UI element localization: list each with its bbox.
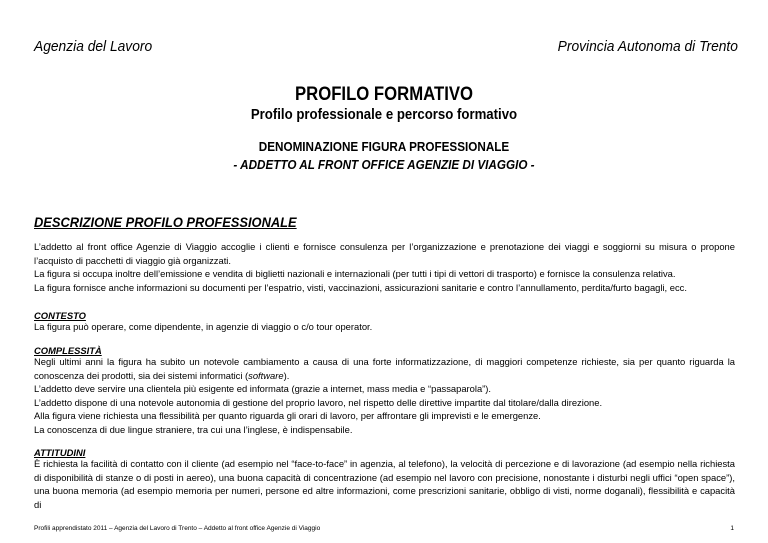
complessita-line-1b: ).	[283, 369, 290, 381]
description-line-1: L’addetto al front office Agenzie di Viaggio accoglie i clienti e fornisce consulenza per l’organizzazione e prenotazione dei viaggi e soggiorni su misura o propone l’acquisto di pacchetti di viaggio già organizzati.	[34, 241, 735, 266]
description-line-3: La figura fornisce anche informazioni su documenti per l’espatrio, visti, vaccinazioni, assicurazioni sanitarie e contro l’annullamento, perdita/furto bagagli, ecc.	[34, 281, 687, 293]
complessita-line-3: L’addetto dispone di una notevole autonomia di gestione del proprio lavoro, nel rispetto delle direttive impartite dal titolare/dalla direzione.	[34, 396, 603, 408]
denominazione-value: - ADDETTO AL FRONT OFFICE AGENZIE DI VIAGGIO -	[233, 157, 535, 172]
page-subtitle: Profilo professionale e percorso formativo	[250, 106, 518, 123]
page-number: 1	[730, 525, 734, 532]
header-province: Provincia Autonoma di Trento	[557, 38, 738, 55]
complessita-line-1	[34, 355, 735, 382]
footer-text: Profili apprendistato 2011 – Agenzia del Lavoro di Trento – Addetto al front office Agenzie di Viaggio	[34, 525, 321, 532]
software-term: software	[248, 369, 284, 381]
complessita-line-2: L’addetto deve servire una clientela più esigente ed informata (grazie a internet, mass media e “passaparola”).	[34, 383, 492, 394]
attitudini-text: È richiesta la facilità di contatto con il cliente (ad esempio nel “face-to-face” in agenzia, al telefono), la velocità di percezione e di lavorazione (ad esempio nella richiesta di disponibilità di stanze o di posti in aereo), una buona capacità di concentrazione (ad esempio nel lavoro con precisione, nonostante i disturbi negli uffici “open space”), una buona memoria (ad esempio memoria per numeri, persone ed altre informazioni, come prescrizioni sanitarie, obbligo di visti, norme doganali), flessibilità e capacità di	[34, 458, 735, 510]
description-line-2: La figura si occupa inoltre dell’emissione e vendita di biglietti nazionali e internazionali (per tutti i tipi di vettori di trasporto) e fornisce la consulenza relativa.	[34, 268, 676, 279]
contesto-text: La figura può operare, come dipendente, in agenzie di viaggio o c/o tour operator.	[34, 321, 373, 332]
section-heading-descrizione: DESCRIZIONE PROFILO PROFESSIONALE	[34, 214, 297, 230]
complessita-line-5: La conoscenza di due lingue straniere, tra cui una l’inglese, è indispensabile.	[34, 423, 353, 435]
header-agency: Agenzia del Lavoro	[34, 38, 153, 55]
description-paragraph	[34, 240, 735, 294]
complessita-line-4: Alla figura viene richiesta una flessibilità per quanto riguarda gli orari di lavoro, per affrontare gli imprevisti e le emergenze.	[34, 410, 541, 421]
contesto-paragraph	[34, 320, 735, 334]
page-title: PROFILO FORMATIVO	[294, 84, 474, 105]
attitudini-heading: ATTITUDINI	[34, 447, 86, 458]
denominazione-label: DENOMINAZIONE FIGURA PROFESSIONALE	[258, 139, 510, 154]
contesto-heading: CONTESTO	[34, 310, 86, 321]
complessita-paragraph	[34, 355, 735, 436]
complessita-heading: COMPLESSITÀ	[34, 345, 102, 356]
complessita-line-1a: Negli ultimi anni la figura ha subito un notevole cambiamento a causa di una forte informatizzazione, di maggiori competenze richieste, sia per quanto riguarda la conoscenza dei prodotti, sia dei sistemi informatici (	[34, 356, 735, 381]
attitudini-paragraph	[34, 457, 735, 511]
